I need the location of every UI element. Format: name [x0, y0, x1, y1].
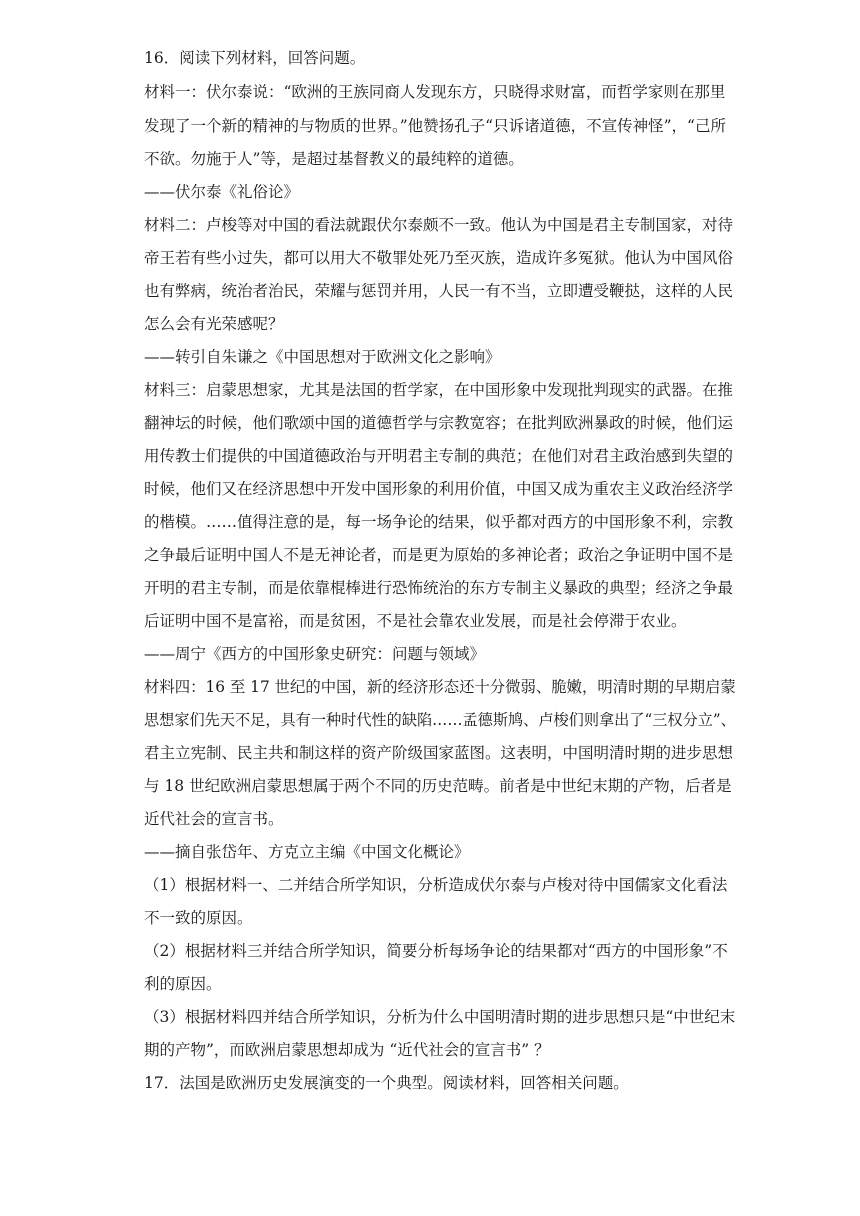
material-2-line-2: 帝王若有些小过失，都可以用大不敬罪处死乃至灭族，造成许多冤狱。他认为中国风俗 — [144, 249, 734, 267]
material-2-line-3: 也有弊病，统治者治民，荣耀与惩罚并用，人民一有不当，立即遭受鞭挞，这样的人民 — [144, 282, 734, 300]
material-4-source: ——摘自张岱年、方克立主编《中国文化概论》 — [144, 843, 470, 861]
question-17-heading: 17．法国是欧洲历史发展演变的一个典型。阅读材料，回答相关问题。 — [144, 1074, 629, 1092]
material-4-line-1: 材料四：16 至 17 世纪的中国，新的经济形态还十分微弱、脆嫩，明清时期的早期启蒙 — [144, 678, 736, 696]
material-3-line-1: 材料三：启蒙思想家，尤其是法国的哲学家，在中国形象中发现批判现实的武器。在推 — [144, 381, 734, 399]
subquestion-1-line-1: （1）根据材料一、二并结合所学知识，分析造成伏尔泰与卢梭对待中国儒家文化看法 — [144, 876, 728, 894]
subquestion-3-line-1: （3）根据材料四并结合所学知识，分析为什么中国明清时期的进步思想只是“中世纪末 — [144, 1008, 736, 1026]
material-1-line-3: 不欲。勿施于人”等，是超过基督教义的最纯粹的道德。 — [144, 150, 524, 168]
subquestion-1-line-2: 不一致的原因。 — [144, 909, 253, 927]
material-1-source: ——伏尔泰《礼俗论》 — [144, 183, 300, 201]
material-3-line-4: 时候，他们又在经济思想中开发中国形象的利用价值，中国又成为重农主义政治经济学 — [144, 480, 734, 498]
material-3-line-3: 用传教士们提供的中国道德政治与开明君主专制的典范；在他们对君主政治感到失望的 — [144, 447, 734, 465]
material-3-line-8: 后证明中国不是富裕，而是贫困，不是社会靠农业发展，而是社会停滞于农业。 — [144, 612, 687, 630]
subquestion-2-line-1: （2）根据材料三并结合所学知识，简要分析每场争论的结果都对“西方的中国形象”不 — [144, 942, 728, 960]
material-4-line-4: 与 18 世纪欧洲启蒙思想属于两个不同的历史范畴。前者是中世纪末期的产物，后者是 — [144, 777, 732, 795]
material-3-line-5: 的楷模。……值得注意的是，每一场争论的结果，似乎都对西方的中国形象不利，宗教 — [144, 513, 734, 531]
material-3-line-7: 开明的君主专制，而是依靠棍棒进行恐怖统治的东方专制主义暴政的典型；经济之争最 — [144, 579, 734, 597]
subquestion-2-line-2: 利的原因。 — [144, 975, 222, 993]
material-4-line-5: 近代社会的宣言书。 — [144, 810, 284, 828]
question-16-heading: 16．阅读下列材料，回答问题。 — [144, 49, 366, 67]
material-2-line-4: 怎么会有光荣感呢？ — [144, 315, 284, 333]
material-3-line-2: 翻神坛的时候，他们歌颂中国的道德哲学与宗教宽容；在批判欧洲暴政的时候，他们运 — [144, 414, 734, 432]
material-3-line-6: 之争最后证明中国人不是无神论者，而是更为原始的多神论者；政治之争证明中国不是 — [144, 546, 734, 564]
material-1-line-1: 材料一：伏尔泰说：“欧洲的王族同商人发现东方，只晓得求财富，而哲学家则在那里 — [144, 83, 726, 101]
material-1-line-2: 发现了一个新的精神的与物质的世界。”他赞扬孔子“只诉诸道德，不宣传神怪”，“己所 — [144, 117, 726, 135]
material-4-line-2: 思想家们先天不足，具有一种时代性的缺陷……孟德斯鸠、卢梭们则拿出了“三权分立”、 — [144, 711, 736, 729]
material-3-source: ——周宁《西方的中国形象史研究：问题与领域》 — [144, 645, 486, 663]
material-4-line-3: 君主立宪制、民主共和制这样的资产阶级国家蓝图。这表明，中国明清时期的进步思想 — [144, 744, 734, 762]
material-2-line-1: 材料二：卢梭等对中国的看法就跟伏尔泰颇不一致。他认为中国是君主专制国家，对待 — [144, 216, 734, 234]
subquestion-3-line-2: 期的产物”，而欧洲启蒙思想却成为 “近代社会的宣言书” ？ — [144, 1041, 550, 1059]
material-2-source: ——转引自朱谦之《中国思想对于欧洲文化之影响》 — [144, 348, 501, 366]
